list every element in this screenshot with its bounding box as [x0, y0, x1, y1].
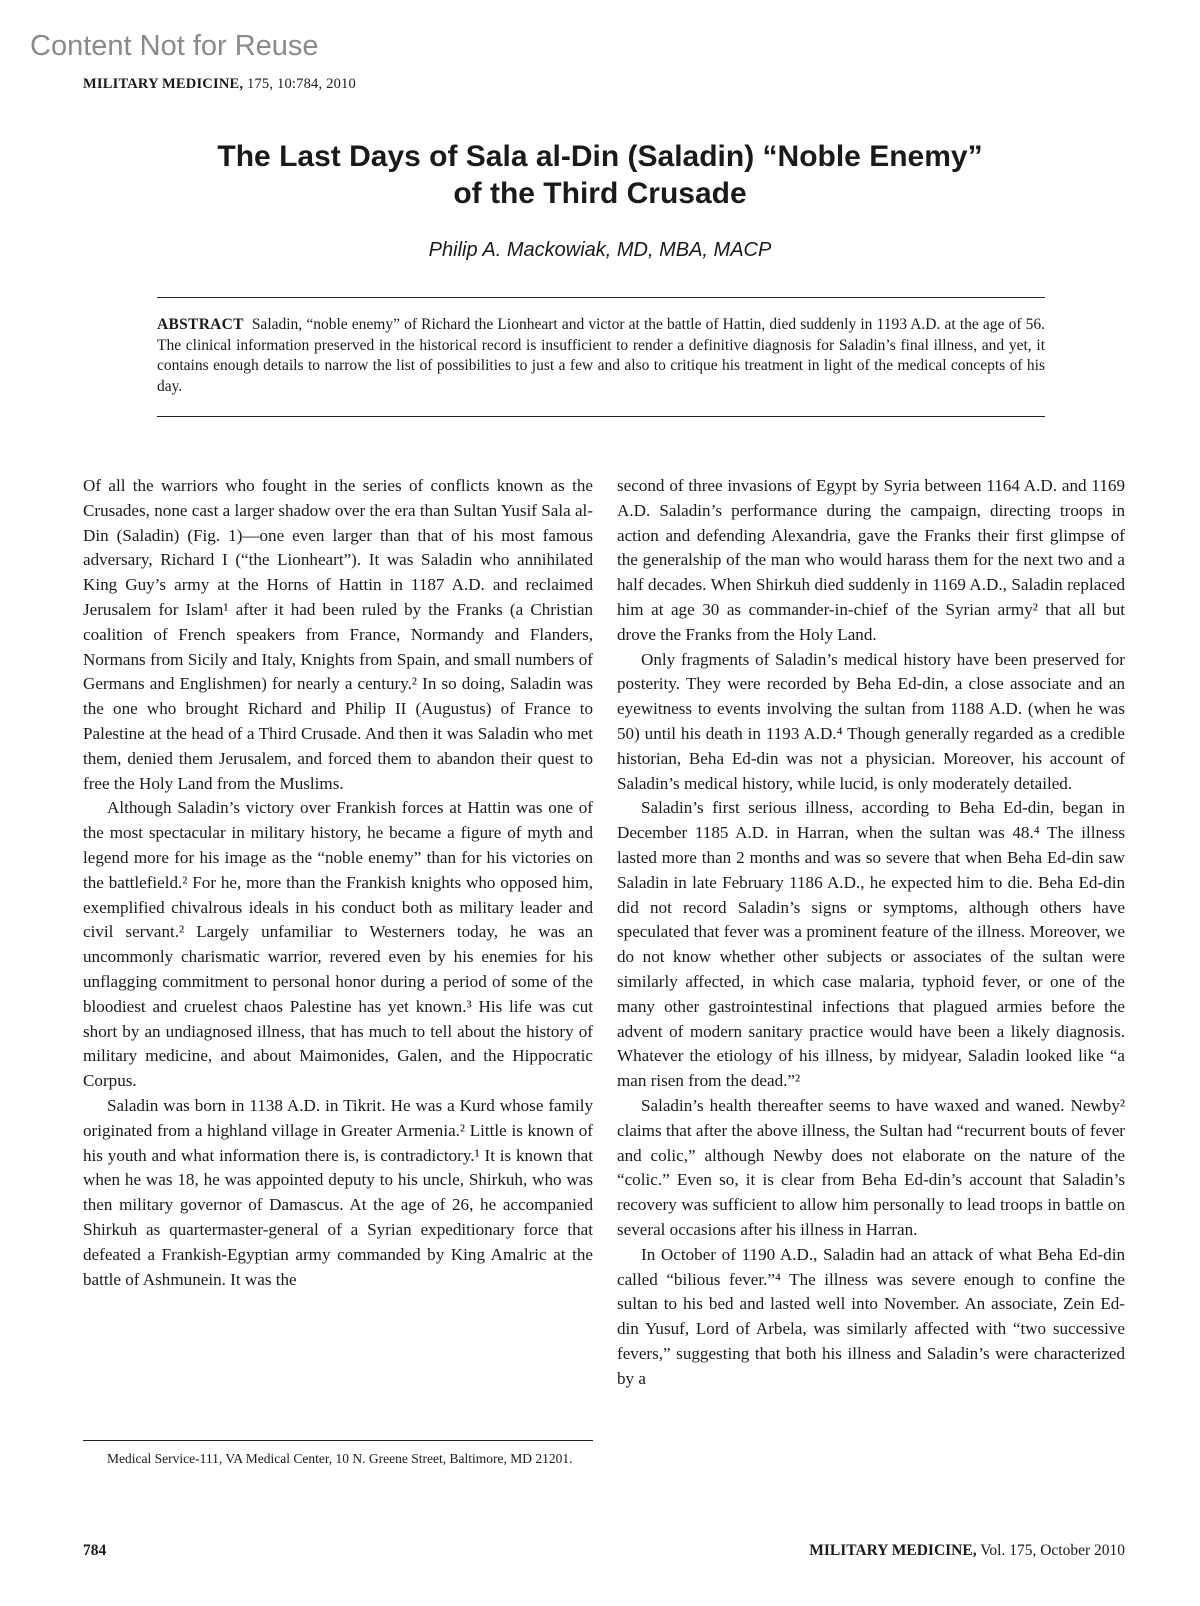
article-title-line-2: of the Third Crusade: [453, 177, 747, 210]
body-paragraph: Of all the warriors who fought in the series of conflicts known as the Crusades, none cast a larger shadow over the era than Sultan Yusif Sala al-Din (Saladin) (Fig. 1)—one even larger than that of his most famous adversary, Richard I (“the Lionheart”). It was Saladin who annihilated King Guy’s army at the Horns of Hattin in 1187 A.D. and reclaimed Jerusalem for Islam¹ after it had been ruled by the Franks (a Christian coalition of French speakers from France, Normandy and Flanders, Normans from Sicily and Italy, Knights from Spain, and small numbers of Germans and Englishmen) for nearly a century.² In so doing, Saladin was the one who brought Richard and Philip II (Augustus) of France to Palestine at the head of a Third Crusade. And then it was Saladin who met them, denied them Jerusalem, and forced them to abandon their quest to free the Holy Land from the Muslims.: [83, 476, 593, 793]
body-paragraph: In October of 1190 A.D., Saladin had an attack of what Beha Ed-din called “bilious fever.”⁴ The illness was severe enough to confine the sultan to his bed and lasted well into November. An associate, Zein Ed-din Yusuf, Lord of Arbela, was similarly affected with “two successive fevers,” suggesting that both his illness and Saladin’s were characterized by a: [617, 1244, 1125, 1388]
body-paragraph: Saladin’s first serious illness, according to Beha Ed-din, began in December 1185 A.D. in Harran, when the sultan was 48.⁴ The illness lasted more than 2 months and was so severe that when Beha Ed-din saw Saladin in late February 1186 A.D., he expected him to die. Beha Ed-din did not record Saladin’s signs or symptoms, although others have speculated that fever was a prominent feature of the illness. Moreover, we do not know whether other subjects or associates of the sultan were similarly affected, in which case malaria, typhoid fever, or one of the many other gastrointestinal infections that plagued armies before the advent of modern sanitary practice would have been a likely diagnosis. Whatever the etiology of his illness, by midyear, Saladin looked like “a man risen from the dead.”²: [617, 798, 1125, 1091]
footer-issue: Vol. 175, October 2010: [976, 1542, 1125, 1559]
body-paragraph: Saladin’s health thereafter seems to have waxed and waned. Newby² claims that after the above illness, the Sultan had “recurrent bouts of fever and colic,” although Newby does not elaborate on the nature of the “colic.” Even so, it is clear from Beha Ed-din’s account that Saladin’s recovery was sufficient to allow him personally to lead troops in battle on several occasions after his illness in Harran.: [617, 1095, 1125, 1239]
page-number: 784: [83, 1542, 107, 1559]
footnote-rule: [83, 1440, 593, 1441]
body-paragraph: Only fragments of Saladin’s medical history have been preserved for posterity. They were recorded by Beha Ed-din, a close associate and an eyewitness to events involving the sultan from 1188 A.D. (when he was 50) until his death in 1193 A.D.⁴ Though generally regarded as a credible historian, Beha Ed-din was not a physician. Moreover, his account of Saladin’s medical history, while lucid, is only moderately detailed.: [617, 649, 1125, 793]
abstract: [157, 315, 1045, 397]
affiliation-footnote: Medical Service-111, VA Medical Center, 10 N. Greene Street, Baltimore, MD 21201.: [107, 1451, 573, 1466]
running-head-citation: 175, 10:784, 2010: [243, 76, 356, 92]
body-column-left: [83, 474, 593, 1292]
author-byline: Philip A. Mackowiak, MD, MBA, MACP: [428, 239, 772, 261]
abstract-top-rule: [157, 297, 1045, 298]
footer-journal: MILITARY MEDICINE,: [809, 1542, 977, 1559]
running-head-journal: MILITARY MEDICINE,: [83, 76, 244, 92]
abstract-bottom-rule: [157, 416, 1045, 417]
article-title: [100, 138, 1100, 212]
footer-journal-line: [809, 1542, 1125, 1560]
abstract-text: Saladin, “noble enemy” of Richard the Lionheart and victor at the battle of Hattin, died suddenly in 1193 A.D. at the age of 56. The clinical information preserved in the historical record is insufficient to render a definitive diagnosis for Saladin’s final illness, and yet, it contains enough details to narrow the list of possibilities to just a few and also to critique his treatment in light of the medical concepts of his day.: [157, 316, 1045, 395]
body-paragraph: Saladin was born in 1138 A.D. in Tikrit. He was a Kurd whose family originated from a highland village in Greater Armenia.² Little is known of his youth and what information there is, is contradictory.¹ It is known that when he was 18, he was appointed deputy to his uncle, Shirkuh, who was then military governor of Damascus. At the age of 26, he accompanied Shirkuh as quartermaster-general of a Syrian expeditionary force that defeated a Frankish-Egyptian army commanded by King Amalric at the battle of Ashmunein. It was the: [83, 1095, 593, 1289]
abstract-label: ABSTRACT: [157, 316, 244, 333]
body-paragraph: second of three invasions of Egypt by Syria between 1164 A.D. and 1169 A.D. Saladin’s performance during the campaign, directing troops in action and defending Alexandria, gave the Franks their first glimpse of the generalship of the man who would harass them for the next two and a half decades. When Shirkuh died suddenly in 1169 A.D., Saladin replaced him at age 30 as commander-in-chief of the Syrian army² that all but drove the Franks from the Holy Land.: [617, 476, 1125, 644]
watermark: Content Not for Reuse: [30, 30, 319, 62]
running-head: [83, 76, 356, 93]
body-column-right: [617, 474, 1125, 1391]
body-paragraph: Although Saladin’s victory over Frankish forces at Hattin was one of the most spectacular in military history, he became a figure of myth and legend more for his image as the “noble enemy” than for his victories on the battlefield.² For he, more than the Frankish knights who opposed him, exemplified chivalrous ideals in his conduct both as military leader and civil servant.² Largely unfamiliar to Westerners today, he was an uncommonly charismatic warrior, revered even by his enemies for his unflagging commitment to personal honor during a period of some of the bloodiest and cruelest chaos Palestine has yet known.³ His life was cut short by an undiagnosed illness, that has much to tell about the history of military medicine, and about Maimonides, Galen, and the Hippocratic Corpus.: [83, 798, 593, 1091]
article-title-line-1: The Last Days of Sala al-Din (Saladin) “Noble Enemy”: [217, 140, 983, 173]
